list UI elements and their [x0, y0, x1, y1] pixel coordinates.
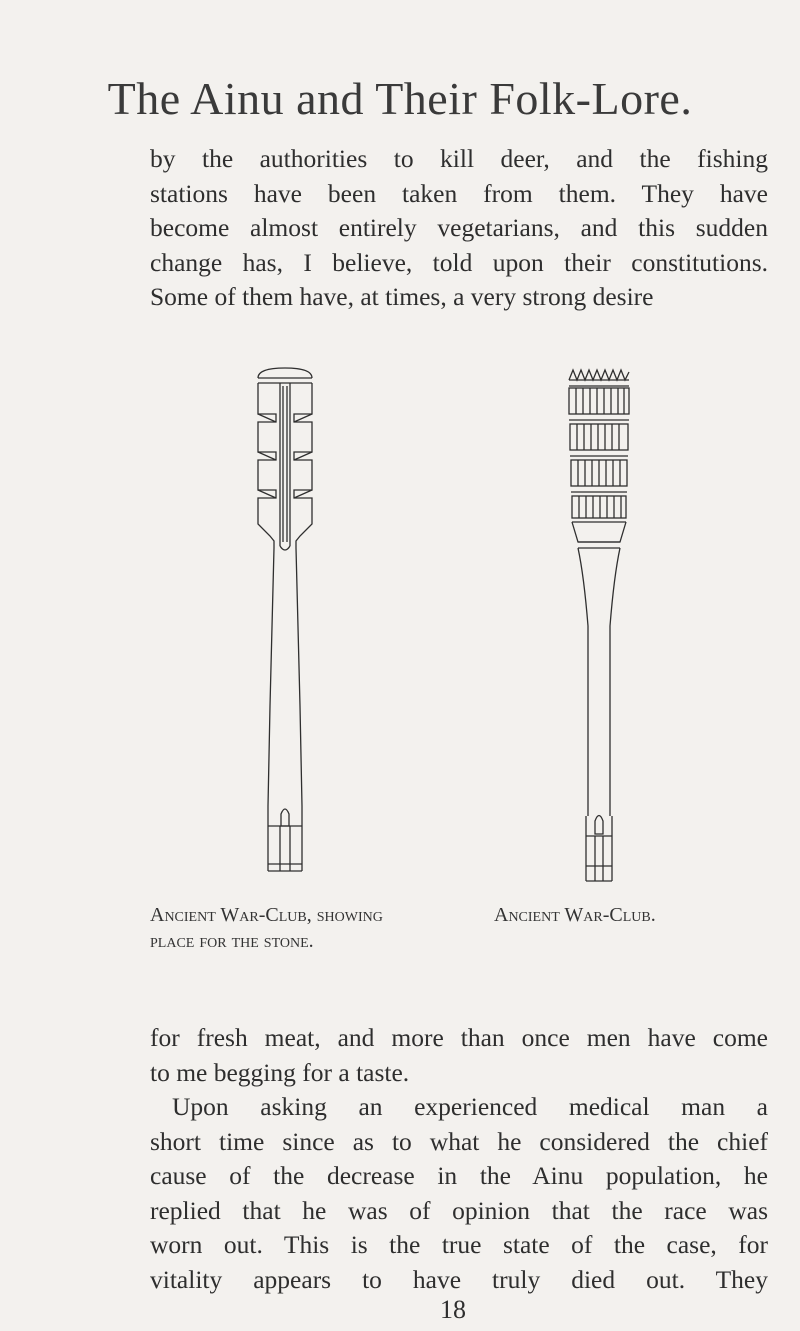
- figure-caption-right: [494, 902, 656, 928]
- war-club-illustration: [564, 366, 634, 886]
- caption-line: Ancient War-Club.: [494, 904, 656, 926]
- text-line: Upon asking an experienced medical man a: [172, 1092, 768, 1121]
- figure-caption-left: [150, 902, 383, 954]
- war-club-with-stone-illustration: [250, 366, 320, 876]
- text-line: vitality appears to have truly died out. They: [150, 1264, 768, 1294]
- text-line: to me begging for a taste.: [150, 1057, 410, 1087]
- text-line: short time since as to what he considered the chief: [150, 1126, 768, 1156]
- text-line: worn out. This is the true state of the case, for: [150, 1230, 768, 1259]
- text-line: stations have been taken from them. They have: [150, 178, 768, 208]
- text-line: change has, I believe, told upon their constitutions.: [150, 247, 768, 277]
- paragraph-top: [150, 142, 768, 315]
- text-line: for fresh meat, and more than once men have come: [150, 1023, 768, 1052]
- caption-line: place for the stone.: [150, 930, 314, 952]
- caption-line: Ancient War-Club, showing: [150, 904, 383, 926]
- text-line: cause of the decrease in the Ainu population, he: [150, 1161, 768, 1190]
- text-line: Some of them have, at times, a very strong desire: [150, 282, 654, 311]
- text-line: replied that he was of opinion that the race was: [150, 1195, 768, 1225]
- running-head: The Ainu and Their Folk-Lore.: [107, 73, 693, 124]
- text-line: by the authorities to kill deer, and the fishing: [150, 144, 768, 173]
- paragraph-bottom: [150, 1021, 768, 1297]
- text-line: become almost entirely vegetarians, and this sudden: [150, 213, 768, 242]
- page-number: 18: [440, 1295, 466, 1324]
